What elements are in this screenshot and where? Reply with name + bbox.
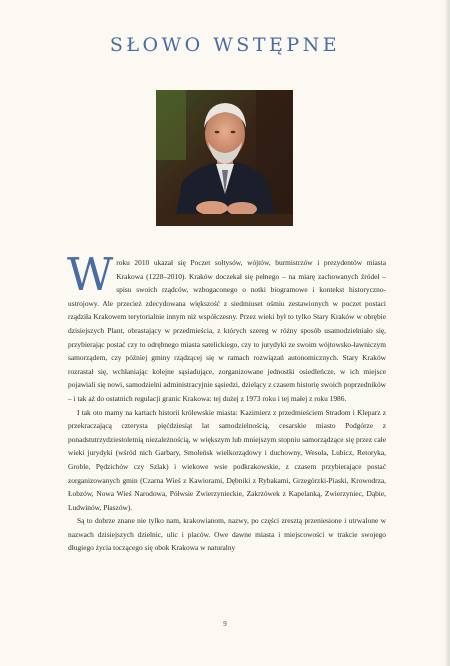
portrait-photo <box>156 90 293 226</box>
page-number: 9 <box>223 620 227 628</box>
page-edge-shadow <box>444 0 450 666</box>
paragraph-2: I tak oto mamy na kartach historii królewskie miasta: Kazimierz z przedmieściem Stradom i Kleparz z przekraczającą czterysta pięćdziesiąt lat samodzielnością, cesarskie miasto Podgórze z ponadstutrzydziestoletnią niezależnością, w większym lub mniejszym stopniu samorządzące się przez całe wieki jurydyki (wśród nich Garbary, Smoleńsk wielkorządowy i duchowny, Wesoła, Lubicz, Retoryka, Groble, Pędzichów czy Szlak) i wiekowe wsie podkrakowskie, z czasem przybierające postać zorganizowanych gmin (Czarna Wieś z Kawiorami, Dębniki z Rybakami, Grzegórzki-Piaski, Krowodrza, Łobzów, Nowa Wieś Narodowa, Półwsie Zwierzynieckie, Zakrzówek z Kapelanką, Zwierzyniec, Dąbie, Ludwinów, Płaszów). <box>68 407 386 512</box>
paragraph-1 <box>67 248 386 406</box>
drop-cap: W <box>67 248 114 301</box>
paragraph-1-text: roku 2010 ukazał się Poczet sołtysów, wójtów, burmistrzów i prezydentów miasta Krakowa (1228–2010). Kraków doczekał się pełnego – na miarę zachowanych źródeł – spisu swoich rządców, wzbogaconego o notki biogramowe i kontekst historyczno-ustrojowy. Ale przecież zdecydowana większość z siedmiuset ośmiu zestawionych w poczet postaci rządziła Krakowem terytorialnie innym niż współczesny. Przez wieki był to tylko Stary Kraków w obrębie dzisiejszych Plant, obrastający w przedmieścia, z których szereg w różny sposób usamodzielniało się, przybierając postać czy to odrębnego miasta satelickiego, czy to jurydyki ze swoim wójtowsko-ławniczym samorządem, czy później gminy rządzącej się w ramach rozwiązań autonomicznych. Stary Kraków rozrastał się, wchłaniając kolejne sąsiadujące, zorganizowane jednostki osiedleńcze, w ich miejsce pojawiali się nowi, samodzielni administracyjnie sąsiedzi, dzielący z czasem historię swoich poprzedników – i tak aż do ostatnich regulacji granic Krakowa: tej dużej z 1973 roku i tej małej z roku 1986. <box>68 258 386 403</box>
preface-text <box>67 248 386 555</box>
page-title: SŁOWO WSTĘPNE <box>109 34 341 56</box>
paragraph-3: Są to dobrze znane nie tylko nam, krakowianom, nazwy, po części zresztą przeniesione i utrwalone w nazwach dzisiejszych dzielnic, ulic i placów. Owe dawne miasta i miejscowości w trakcie swojego długiego życia toczącego się obok Krakowa w naturalny <box>68 516 386 553</box>
